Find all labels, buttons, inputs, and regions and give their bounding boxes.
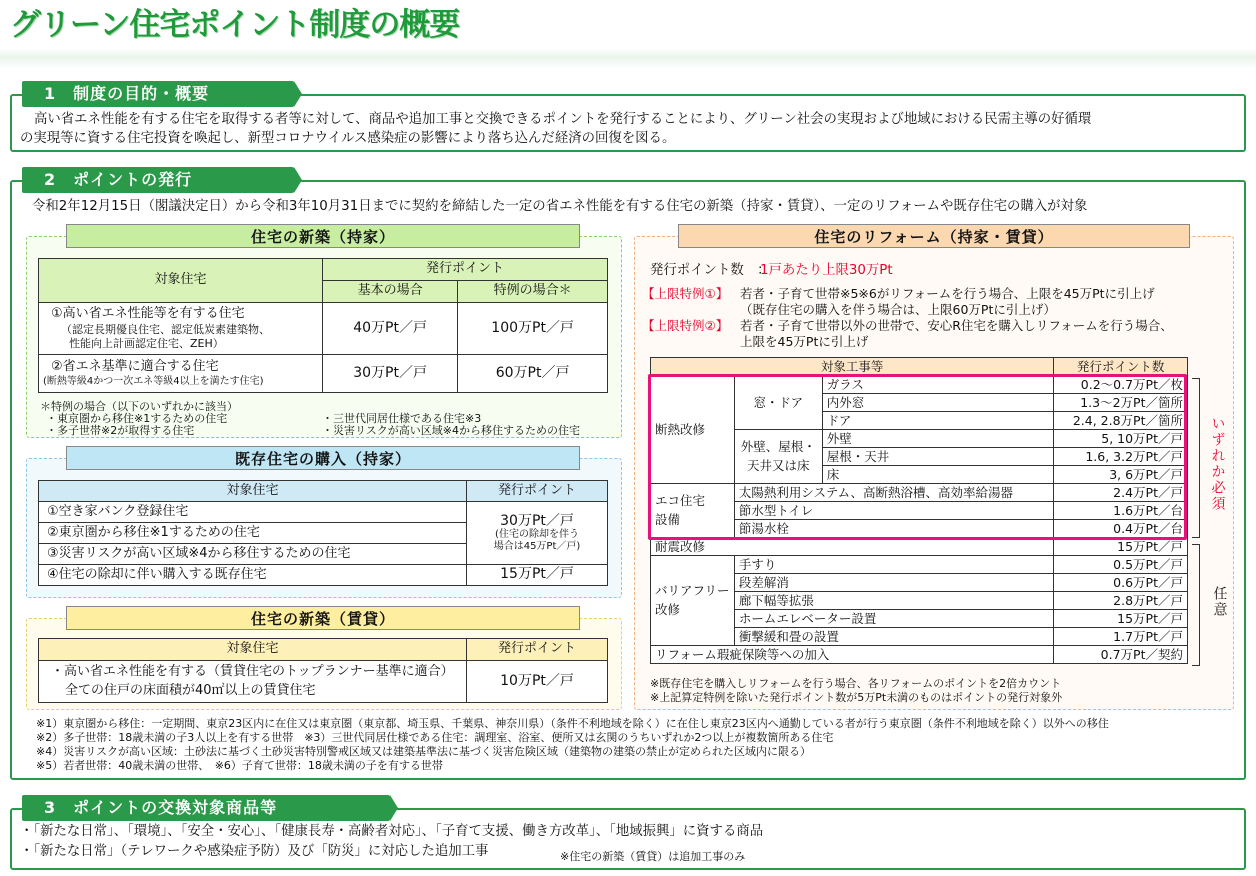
rf-glass-p: 0.2～0.7万Pt／枚 (1054, 376, 1188, 394)
page-title: グリーン住宅ポイント制度の概要 (10, 7, 460, 43)
r1basic: 40万Pt／戸 (323, 303, 458, 355)
optional-bracket (1192, 544, 1200, 666)
newown-table (38, 258, 608, 393)
rt-r1b: 全ての住戸の床面積が40㎡以上の賃貸住宅 (65, 682, 316, 698)
rf-ins: リフォーム瑕疵保険等への加入 (651, 646, 1054, 664)
rental-table (38, 638, 608, 703)
ex-p4: 15万Pt／戸 (467, 565, 608, 586)
h-points: 発行ポイント (323, 259, 608, 281)
rf-inner: 内外窓 (822, 394, 1054, 412)
newown-note3: ・多子世帯※2が取得する住宅 (46, 424, 195, 437)
ex-r3: ③災害リスクが高い区域※4から移住するための住宅 (39, 544, 467, 565)
rf-toilet: 節水型トイレ (734, 502, 1053, 520)
rt-h-points: 発行ポイント (467, 639, 608, 661)
h-special: 特例の場合＊ (458, 281, 608, 303)
rf-tatami: 衝撃緩和畳の設置 (734, 628, 1053, 646)
note3: ※4）災害リスクが高い区域：土砂法に基づく土砂災害特別警戒区域又は建築基準法に基づく災害危険区域（建築物の建築の禁止が定められた区域内に限る） (36, 745, 811, 758)
reform-foot2: ※上記算定特例を除いた発行ポイント数が5万Pt未満のものはポイントの発行対象外 (650, 691, 1063, 704)
rf-faucet: 節湯水栓 (734, 520, 1053, 538)
section2-heading: 2 ポイントの発行 (22, 167, 294, 193)
r2b: (断熱等級4かつ一次エネ等級4以上を満たす住宅) (43, 376, 264, 388)
rf-g-window: 窓・ドア (734, 376, 822, 430)
rental-heading: 住宅の新築（賃貸） (66, 606, 580, 630)
ex-h-points: 発行ポイント (467, 481, 608, 502)
rf-g-insul: 断熱改修 (651, 376, 735, 484)
rf-faucet-p: 0.4万Pt／台 (1054, 520, 1188, 538)
rf-floor-p: 3, 6万Pt／戸 (1054, 466, 1188, 484)
rt-r1a: ・高い省エネ性能を有する（賃貸住宅のトップランナー基準に適合） (51, 664, 454, 680)
reform-sp2a: 若者・子育て世帯以外の世帯で、安心R住宅を購入しリフォームを行う場合、 (740, 318, 1173, 333)
reform-sp2-tag: 【上限特例②】 (642, 318, 729, 333)
rf-floor: 床 (822, 466, 1054, 484)
r2a: ②省エネ基準に適合する住宅 (51, 358, 219, 374)
rf-bf1: バリアフリー (655, 582, 730, 598)
rf-glass: ガラス (822, 376, 1054, 394)
rf-elev-p: 15万Pt／戸 (1054, 610, 1188, 628)
r2basic: 30万Pt／戸 (323, 355, 458, 393)
reform-sp2b: 上限を45万Ptに引上げ (740, 334, 869, 349)
rf-roof-p: 1.6, 3.2万Pt／戸 (1054, 448, 1188, 466)
note2: ※2）多子世帯：18歳未満の子3人以上を有する世帯 ※3）三世代同居仕様である住宅：調理室、浴室、便所又は玄関のうちいずれか2つ以上が複数箇所ある住宅 (36, 731, 834, 744)
section2-intro: 令和2年12月15日（閣議決定日）から令和3年10月31日までに契約を締結した一定の省エネ性能を有する住宅の新築（持家・賃貸）、一定のリフォームや既存住宅の購入が対象 (32, 199, 1088, 214)
rf-g-wall1: 外壁、屋根・ (740, 438, 816, 454)
ex-p1: 30万Pt／戸 (500, 512, 574, 529)
reform-sp1a: 若者・子育て世帯※5※6がリフォームを行う場合、上限を45万Ptに引上げ (740, 286, 1155, 301)
section3-note: ※住宅の新築（賃貸）は追加工事のみ (560, 850, 746, 863)
rf-door: ドア (822, 412, 1054, 430)
reform-sp1-tag: 【上限特例①】 (642, 286, 729, 301)
reform-cap-label: 発行ポイント数 ： (650, 263, 771, 278)
rf-hall: 廊下幅等拡張 (734, 592, 1053, 610)
rt-h-target: 対象住宅 (39, 639, 467, 661)
reform-heading: 住宅のリフォーム（持家・賃貸） (678, 224, 1190, 248)
ex-p1a: (住宅の除却を伴う (495, 529, 579, 541)
rf-quake: 耐震改修 (651, 538, 1054, 556)
existing-table (38, 480, 608, 586)
newown-note5: ・災害リスクが高い区域※4から移住するための住宅 (322, 424, 580, 437)
rf-g-wall2: 天井又は床 (747, 457, 810, 473)
h-basic: 基本の場合 (323, 281, 458, 303)
required-bracket (1192, 378, 1200, 538)
rf-inner-p: 1.3～2万Pt／箇所 (1054, 394, 1188, 412)
newown-note2: ・東京圏から移住※1するための住宅 (46, 412, 228, 425)
rf-g-eco2: 設備 (655, 511, 681, 527)
newown-note4: ・三世代同居仕様である住宅※3 (322, 412, 482, 425)
r1b: （認定長期優良住宅、認定低炭素建築物、 (61, 322, 270, 336)
required-label: いずれか必須 (1209, 416, 1226, 512)
rf-solar-p: 2.4万Pt／戸 (1054, 484, 1188, 502)
rf-h-work: 対象工事等 (651, 358, 1054, 376)
r1a: ①高い省エネ性能等を有する住宅 (51, 305, 245, 321)
note1: ※1）東京圏から移住：一定期間、東京23区内に在住又は東京圏（東京都、埼玉県、千葉県、神奈川県）（条件不利地域を除く）に在住し東京23区内へ通勤している者が行う東京圏（条件不利地域を除く）以外への移住 (36, 717, 1109, 730)
r2special: 60万Pt／戸 (458, 355, 608, 393)
rf-tatami-p: 1.7万Pt／戸 (1054, 628, 1188, 646)
title-band (0, 48, 1256, 70)
rf-step-p: 0.6万Pt／戸 (1054, 574, 1188, 592)
rf-rail: 手すり (734, 556, 1053, 574)
reform-cap-value: 1戸あたり上限30万Pt (760, 263, 893, 278)
note4: ※5）若者世帯：40歳未満の世帯、 ※6）子育て世帯：18歳未満の子を有する世帯 (36, 759, 443, 772)
section3-heading: 3 ポイントの交換対象商品等 (22, 795, 390, 821)
rf-door-p: 2.4, 2.8万Pt／箇所 (1054, 412, 1188, 430)
ex-p1b: 場合は45万Pt／戸) (493, 541, 581, 553)
section1-line2: の実現等に資する住宅投資を喚起し、新型コロナウイルス感染症の影響により落ち込んだ経済の回復を図る。 (20, 131, 676, 146)
rf-bf2: 改修 (655, 601, 681, 617)
section1-heading: 1 制度の目的・概要 (22, 81, 294, 107)
ex-r2: ②東京圏から移住※1するための住宅 (39, 523, 467, 544)
rt-p1: 10万Pt／戸 (467, 661, 608, 703)
rf-quake-p: 15万Pt／戸 (1054, 538, 1188, 556)
reform-sp1b: （既存住宅の購入を伴う場合は、上限60万Ptに引上げ） (740, 302, 1056, 317)
ex-r1: ①空き家バンク登録住宅 (39, 502, 467, 523)
rf-wall-p: 5, 10万Pt／戸 (1054, 430, 1188, 448)
section3-line2: ・「新たな日常」（テレワークや感染症予防）及び「防災」に対応した追加工事 (20, 844, 489, 859)
newown-heading: 住宅の新築（持家） (66, 224, 580, 248)
rf-solar: 太陽熱利用システム、高断熱浴槽、高効率給湯器 (734, 484, 1053, 502)
existing-heading: 既存住宅の購入（持家） (66, 446, 580, 470)
rf-h-points: 発行ポイント数 (1054, 358, 1188, 376)
optional-label: 任意 (1211, 586, 1228, 618)
rf-rail-p: 0.5万Pt／戸 (1054, 556, 1188, 574)
section3-line1: ・「新たな日常」、「環境」、「安全・安心」、「健康長寿・高齢者対応」、「子育て支援、働き方改革」、「地域振興」に資する商品 (20, 824, 764, 839)
rf-roof: 屋根・天井 (822, 448, 1054, 466)
rf-g-eco1: エコ住宅 (655, 492, 706, 508)
rf-wall: 外壁 (822, 430, 1054, 448)
ex-h-target: 対象住宅 (39, 481, 467, 502)
r1c: 性能向上計画認定住宅、ZEH） (69, 336, 224, 350)
rf-toilet-p: 1.6万Pt／台 (1054, 502, 1188, 520)
ex-r4: ④住宅の除却に伴い購入する既存住宅 (39, 565, 467, 586)
reform-foot1: ※既存住宅を購入しリフォームを行う場合、各リフォームのポイントを2倍カウント (650, 677, 1062, 690)
rf-hall-p: 2.8万Pt／戸 (1054, 592, 1188, 610)
rf-elev: ホームエレベーター設置 (734, 610, 1053, 628)
newown-note1: ＊特例の場合（以下のいずれかに該当） (40, 400, 238, 413)
rf-ins-p: 0.7万Pt／契約 (1054, 646, 1188, 664)
required-highlight-frame (648, 374, 1187, 540)
h-target: 対象住宅 (39, 259, 323, 303)
section1-line1: 高い省エネ性能を有する住宅を取得する者等に対して、商品や追加工事と交換できるポイントを発行することにより、グリーン社会の実現および地域における民需主導の好循環 (34, 112, 1092, 127)
rf-step: 段差解消 (734, 574, 1053, 592)
r1special: 100万Pt／戸 (458, 303, 608, 355)
